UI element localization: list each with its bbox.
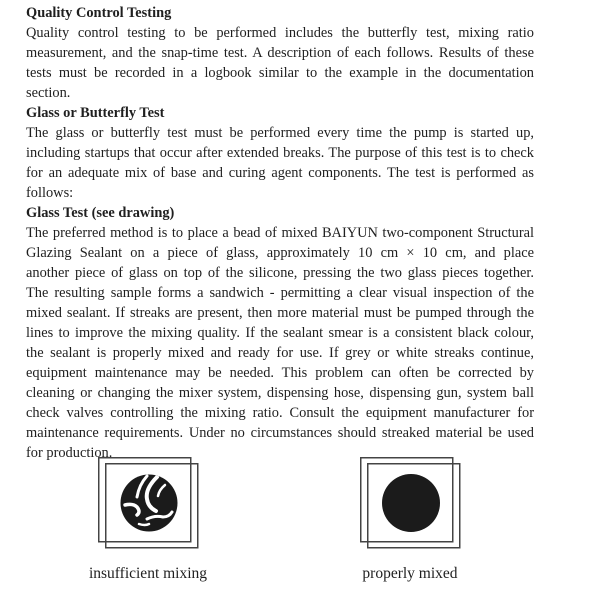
section-2	[26, 203, 534, 463]
text-line: for production.	[26, 445, 113, 461]
text-line: Glazing Sealant on a piece of glass, approximately 10 cm × 10 cm, and place	[26, 245, 534, 261]
glass-sandwich-streaked-drawing	[98, 457, 199, 549]
text-line: follows:	[26, 185, 74, 201]
text-line: including startups that occur after extended breaks. The purpose of this test is to check	[26, 145, 534, 161]
section-heading: Glass Test (see drawing)	[26, 205, 175, 221]
figure-properly-mixed	[360, 457, 461, 584]
section-1	[26, 103, 534, 203]
glass-sandwich-solid-drawing	[360, 457, 461, 549]
text-line: tests must be recorded in a logbook similar to the example in the documentation	[26, 65, 534, 81]
figure-caption-properly-mixed: properly mixed	[362, 565, 458, 582]
text-line: another piece of glass on top of the silicone, pressing the two glass pieces together.	[26, 265, 534, 281]
text-line: maintenance requirements. Under no circumstances should streaked material be used	[26, 425, 534, 441]
text-line: The glass or butterfly test must be performed every time the pump is started up,	[26, 125, 534, 141]
text-line: Quality control testing to be performed includes the butterfly test, mixing ratio	[26, 25, 534, 41]
text-line: the sealant is properly mixed and ready for use. If grey or white streaks continue,	[26, 345, 534, 361]
text-line: cleaning or changing the mixer system, dispensing hose, dispensing gun, system ball	[26, 385, 534, 401]
text-line: measurement, and the snap-time test. A description of each follows. Results of these	[26, 45, 534, 61]
text-line: mixed sealant. If streaks are present, then more material must be pumped through the	[26, 305, 534, 321]
text-line: equipment maintenance may be needed. This problem can often be corrected by	[26, 365, 534, 381]
figures-row	[88, 457, 600, 584]
text-line: The resulting sample forms a sandwich - permitting a clear visual inspection of the	[26, 285, 534, 301]
text-line: for an adequate mix of base and curing agent components. The test is performed as	[26, 165, 534, 181]
text-line: section.	[26, 85, 71, 101]
text-line: The preferred method is to place a bead of mixed BAIYUN two-component Structural	[26, 225, 534, 241]
text-line: check valves controlling the mixing ratio. Consult the equipment manufacturer for	[26, 405, 534, 421]
text-line: lines to improve the mixing quality. If the sealant smear is a consistent black colour,	[26, 325, 534, 341]
section-heading: Glass or Butterfly Test	[26, 105, 165, 121]
figure-insufficient-mixing	[88, 457, 208, 584]
sealant-blob-solid	[382, 474, 440, 532]
text-sections	[26, 3, 534, 463]
section-heading: Quality Control Testing	[26, 5, 172, 21]
section-0	[26, 3, 534, 103]
figure-caption-insufficient-mixing: insufficient mixing	[88, 565, 208, 582]
